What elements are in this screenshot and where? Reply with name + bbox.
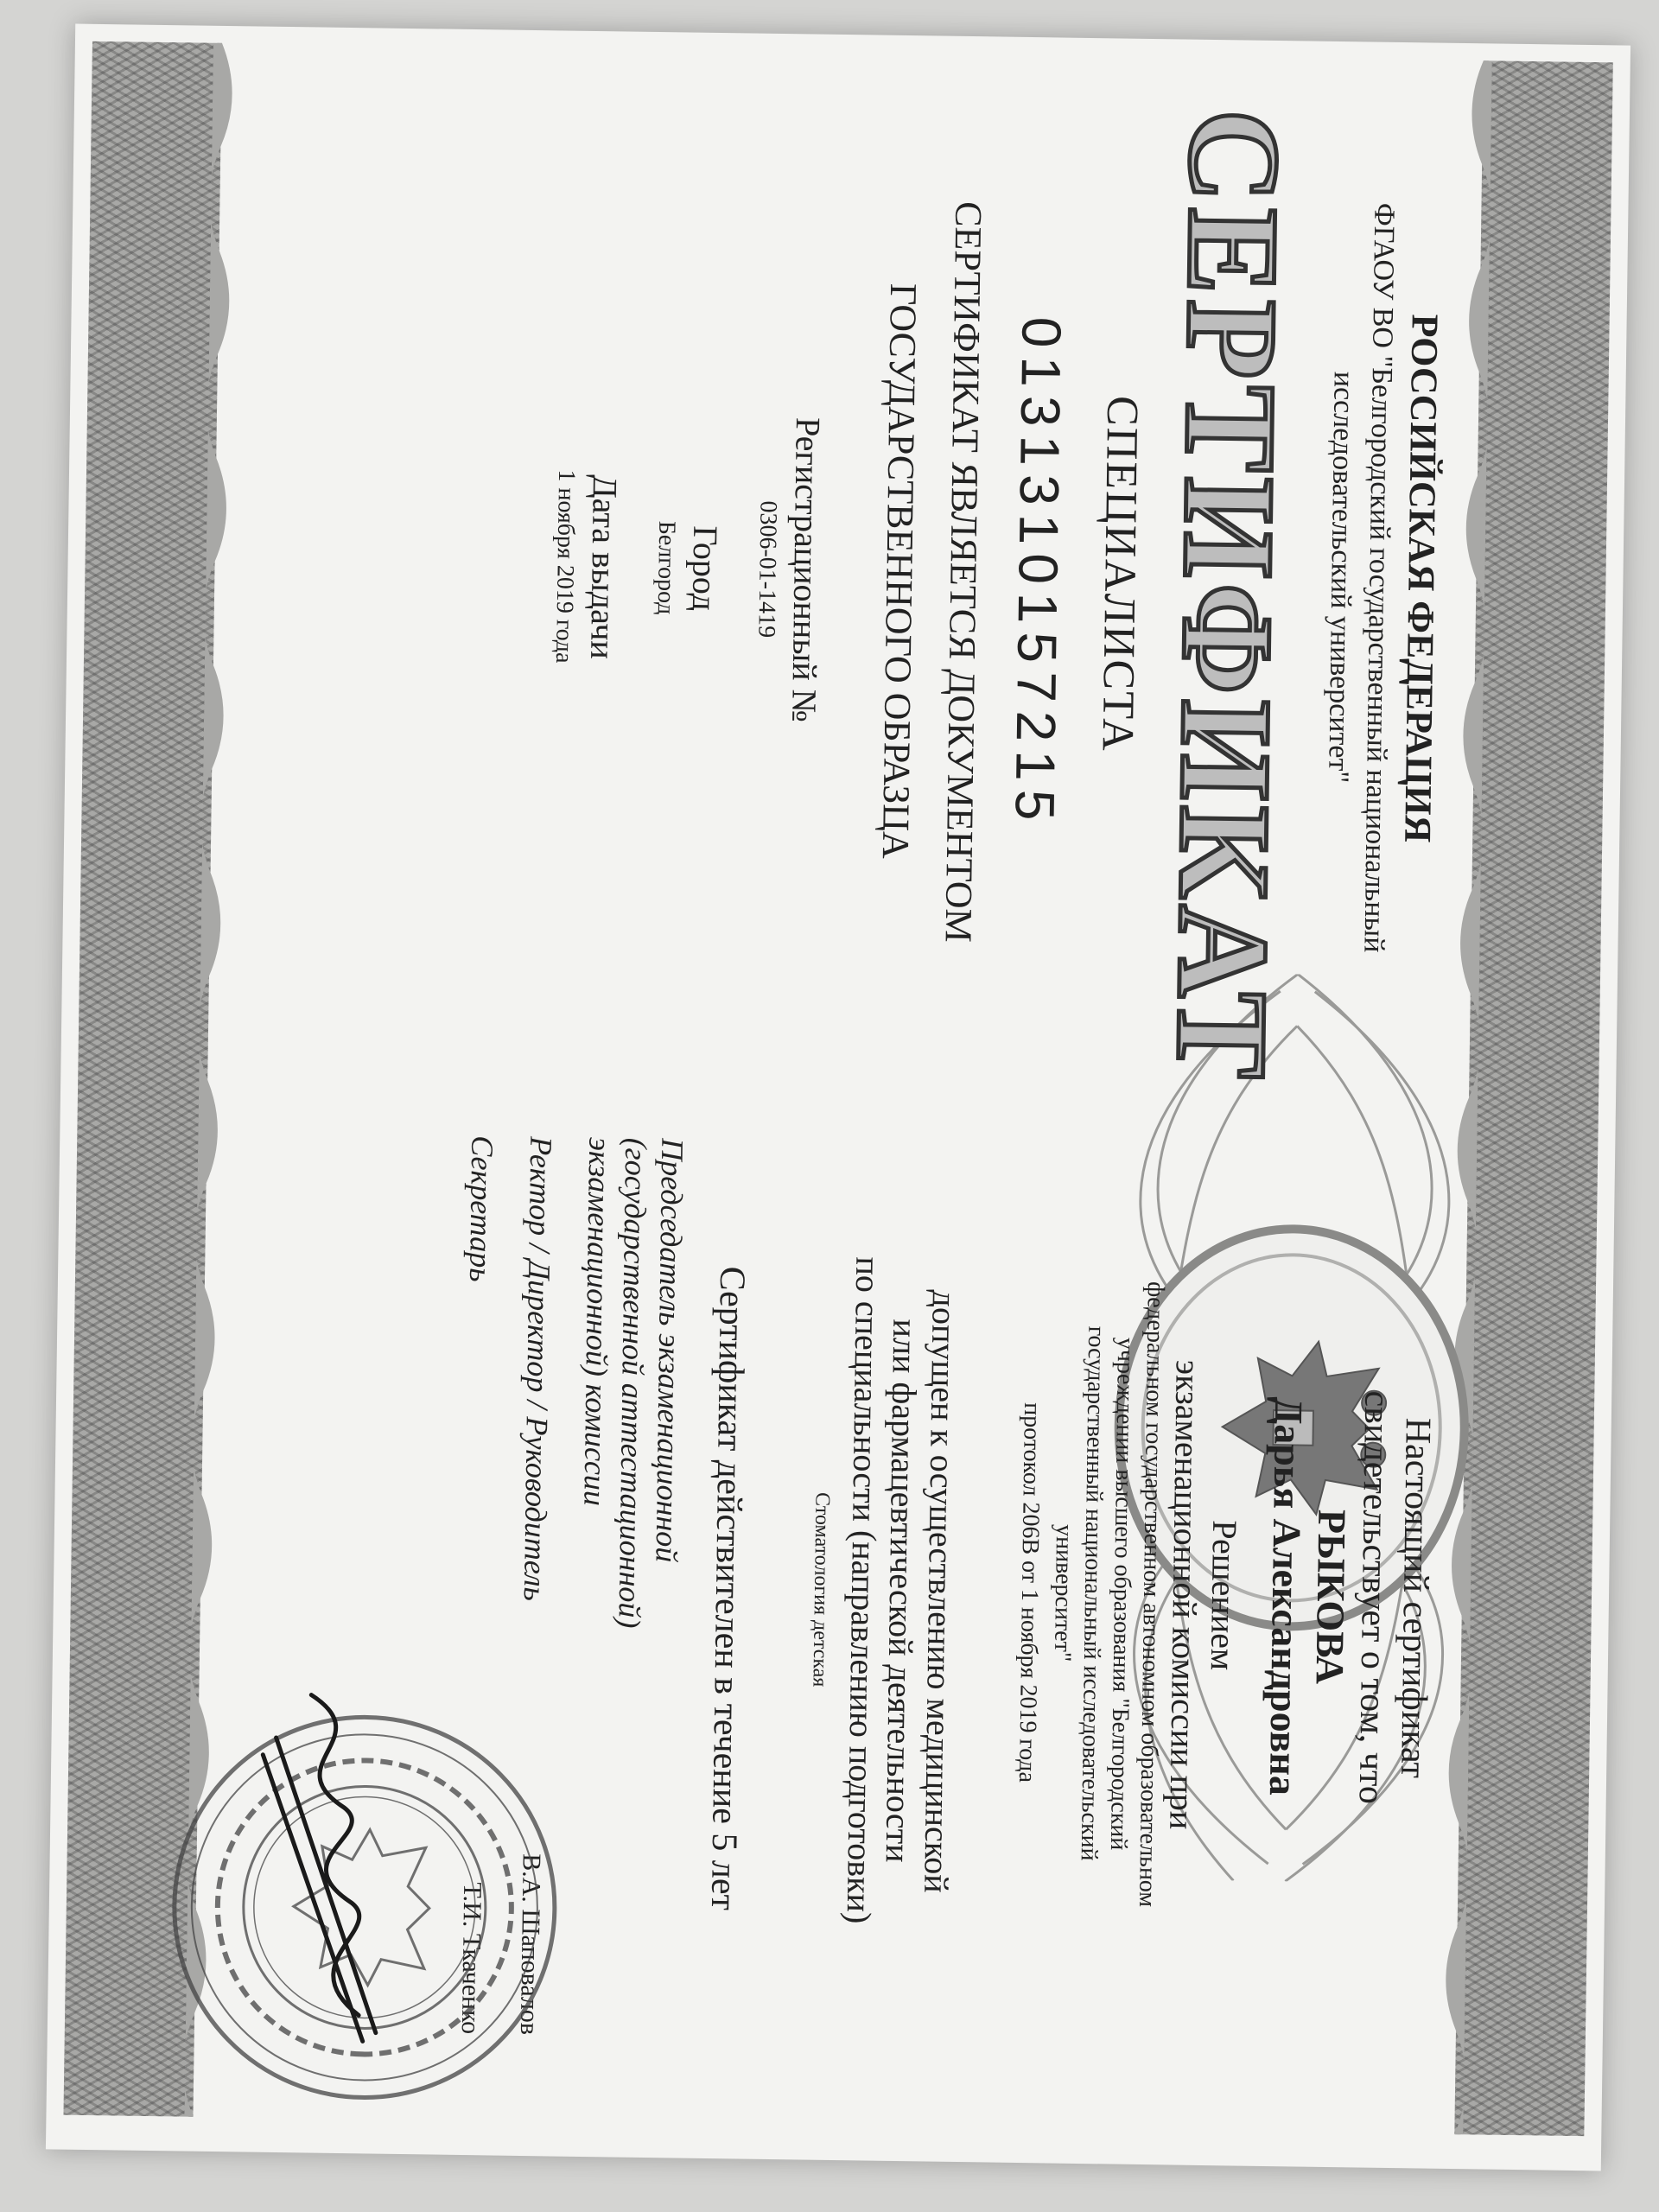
gov-statement-line-1: СЕРТИФИКАТ ЯВЛЯЕТСЯ ДОКУМЕНТОМ bbox=[937, 200, 990, 944]
issue-date-label: Дата выдачи bbox=[583, 474, 626, 660]
secretary-name: Т.И. Ткаченко bbox=[455, 1882, 487, 2035]
protocol-line: протокол 206В от 1 ноября 2019 года bbox=[1013, 1402, 1046, 1783]
institution-line-2: учреждении высшего образования "Белгородский bbox=[1104, 1337, 1140, 1851]
organization-line-1: ФГАОУ ВО "Белгородский государственный национальный bbox=[1357, 202, 1401, 953]
certificate bbox=[63, 41, 1612, 2136]
certificate-number: 0131310157215 bbox=[1003, 316, 1073, 830]
specialty-value: Стоматология детская bbox=[808, 1491, 834, 1688]
admission-line-3: по специальности (направлению подготовки) bbox=[839, 1256, 888, 1924]
chair-title-line-2: (государственной аттестационной) bbox=[612, 1137, 654, 1629]
certificate-title: СЕРТИФИКАТ bbox=[1149, 108, 1307, 1085]
holder-given-names: Дарья Александровна bbox=[1261, 1396, 1312, 1796]
organization-line-2: исследовательский университет" bbox=[1322, 371, 1360, 784]
certificate-left-page bbox=[234, 95, 1457, 1085]
decision-label: Решением bbox=[1203, 1520, 1245, 1671]
handwritten-signature bbox=[238, 1685, 416, 2050]
certificate-subtitle: СПЕЦИАЛИСТА bbox=[1092, 395, 1147, 753]
validity-statement: Сертификат действителен в течение 5 лет bbox=[702, 1266, 753, 1911]
document-photo bbox=[46, 24, 1630, 2171]
chair-title-line-3: экзаменационной) комиссии bbox=[577, 1136, 618, 1507]
rector-name: В.А. Шаповалов bbox=[514, 1853, 546, 2036]
chair-title-line-1: Председатель экзаменационной bbox=[649, 1138, 690, 1563]
institution-line-1: федеральном государственном автономном образовательном bbox=[1133, 1281, 1170, 1908]
city-label: Город bbox=[684, 525, 726, 612]
institution-line-3: государственный национальный исследовательский bbox=[1075, 1325, 1110, 1861]
issue-date-value: 1 ноября 2019 года bbox=[550, 469, 581, 664]
committee-line: экзаменационной комиссии при bbox=[1162, 1359, 1208, 1830]
secretary-title: Секретарь bbox=[462, 1135, 500, 1282]
admission-line-2: или фармацевтической деятельности bbox=[878, 1319, 925, 1863]
registration-number: 0306-01-1419 bbox=[753, 500, 782, 639]
institution-line-4: университет" bbox=[1048, 1523, 1078, 1662]
city-value: Белгород bbox=[652, 520, 681, 615]
registration-label: Регистрационный № bbox=[785, 416, 828, 723]
chair-signature-block bbox=[569, 1103, 691, 2072]
intro-line-2: свидетельствует о том, что bbox=[1351, 1390, 1397, 1805]
intro-line-1: Настоящий сертификат bbox=[1393, 1417, 1438, 1779]
admission-line-1: допущен к осуществлению медицинской bbox=[917, 1289, 964, 1893]
holder-surname: РЫКОВА bbox=[1307, 1509, 1355, 1685]
rector-title: Ректор / Директор / Руководитель bbox=[517, 1135, 559, 1602]
country-name: РОССИЙСКАЯ ФЕДЕРАЦИЯ bbox=[1396, 314, 1446, 843]
gov-statement-line-2: ГОСУДАРСТВЕННОГО ОБРАЗЦА bbox=[874, 283, 925, 860]
